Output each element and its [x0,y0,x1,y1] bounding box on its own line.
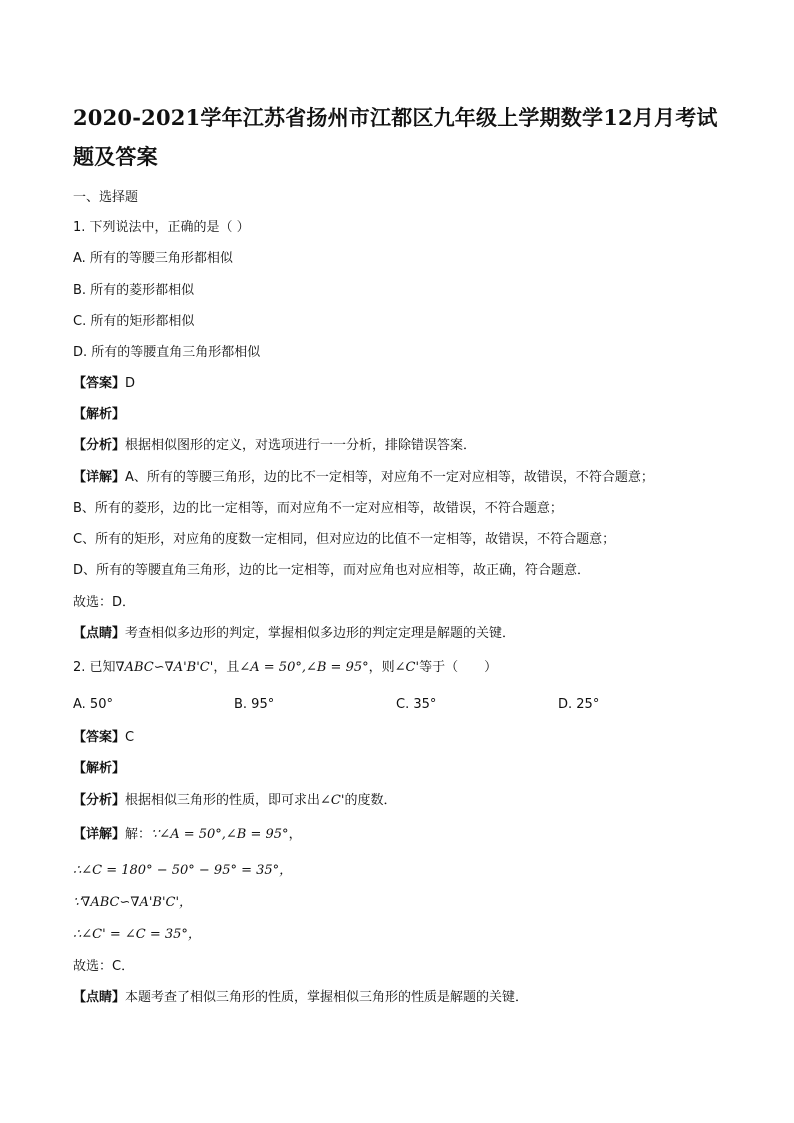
q1-dianjing [73,625,515,643]
q1-detail-b: B、所有的菱形，边的比一定相等，而对应角不一定对应相等，故错误，不符合题意； [73,501,563,516]
q2-stem [73,659,497,677]
dianjing-text: 考查相似多边形的判定，掌握相似多边形的判定定理是解题的关键． [125,626,516,641]
q2-stem-prefix: 2. 已知 [73,660,116,675]
answer-value: D [125,376,136,391]
q2-detail [73,826,302,844]
dianjing-tag: 【点睛】 [73,990,126,1005]
fenxi-suffix: 的度数． [344,793,397,808]
q2-answer [73,729,134,747]
section-heading: 一、选择题 [73,190,139,205]
q2-dianjing [73,989,528,1007]
q2-step-1: ∴∠C = 180° − 50° − 95° = 35°， [73,863,293,878]
q2-option-c: C. 35° [396,697,437,712]
q1-detail-c: C、所有的矩形，对应角的度数一定相同，但对应边的比值不一定相等，故错误，不符合题意； [73,532,616,547]
fenxi-text: 根据相似图形的定义，对选项进行一一分析，排除错误答案． [125,438,477,453]
answer-tag: 【答案】 [73,376,126,391]
detail-suffix: ， [288,827,302,842]
analysis-tag: 【解析】 [73,761,126,776]
fenxi-tag: 【分析】 [73,438,126,453]
dianjing-text: 本题考查了相似三角形的性质，掌握相似三角形的性质是解题的关键． [125,990,529,1005]
q1-option-a: A. 所有的等腰三角形都相似 [73,251,233,266]
fenxi-tag: 【分析】 [73,793,126,808]
q1-option-d: D. 所有的等腰直角三角形都相似 [73,345,261,360]
q2-math-similar: ∇ABC∽∇A'B'C' [115,660,214,675]
fenxi-prefix: 根据相似三角形的性质，即可求出 [125,793,321,808]
q2-stem-mid2: ，则 [368,660,395,675]
q1-analysis-tag [73,406,125,424]
q1-detail-d: D、所有的等腰直角三角形，边的比一定相等，而对应角也对应相等，故正确，符合题意． [73,563,591,578]
q2-option-b: B. 95° [234,697,275,712]
q2-step-3: ∴∠C' = ∠C = 35°， [73,927,201,942]
q1-conclusion: 故选：D． [73,595,136,610]
q2-math-target: ∠C' [394,660,420,675]
q2-analysis-tag [73,760,125,778]
answer-value: C [125,730,135,745]
q1-stem: 1. 下列说法中，正确的是（ ） [73,220,250,235]
q1-option-c: C. 所有的矩形都相似 [73,314,195,329]
dianjing-tag: 【点睛】 [73,626,126,641]
q2-stem-suffix: 等于（ ） [419,660,498,675]
detail-math: ∵∠A = 50°,∠B = 95° [151,827,289,842]
q2-math-angles: ∠A = 50°,∠B = 95° [239,660,369,675]
detail-tag: 【详解】 [73,470,126,485]
q1-answer [73,375,135,393]
answer-tag: 【答案】 [73,730,126,745]
q2-fenxi [73,792,396,810]
detail-tag: 【详解】 [73,827,126,842]
q1-option-b: B. 所有的菱形都相似 [73,283,195,298]
q2-step-2: ∵∇ABC∽∇A'B'C'， [73,895,193,910]
q2-option-d: D. 25° [558,697,600,712]
q1-fenxi [73,437,476,455]
detail-text: A、所有的等腰三角形，边的比不一定相等，对应角不一定对应相等，故错误，不符合题意； [125,470,654,485]
fenxi-math: ∠C' [320,793,345,808]
q2-option-a: A. 50° [73,697,113,712]
q1-detail-a [73,469,654,487]
q2-conclusion: 故选：C． [73,959,135,974]
page-title: 2020-2021学年江苏省扬州市江都区九年级上学期数学12月月考试题及答案 [73,105,718,169]
detail-prefix: 解： [125,827,152,842]
analysis-tag: 【解析】 [73,407,126,422]
q2-stem-mid1: ，且 [213,660,240,675]
